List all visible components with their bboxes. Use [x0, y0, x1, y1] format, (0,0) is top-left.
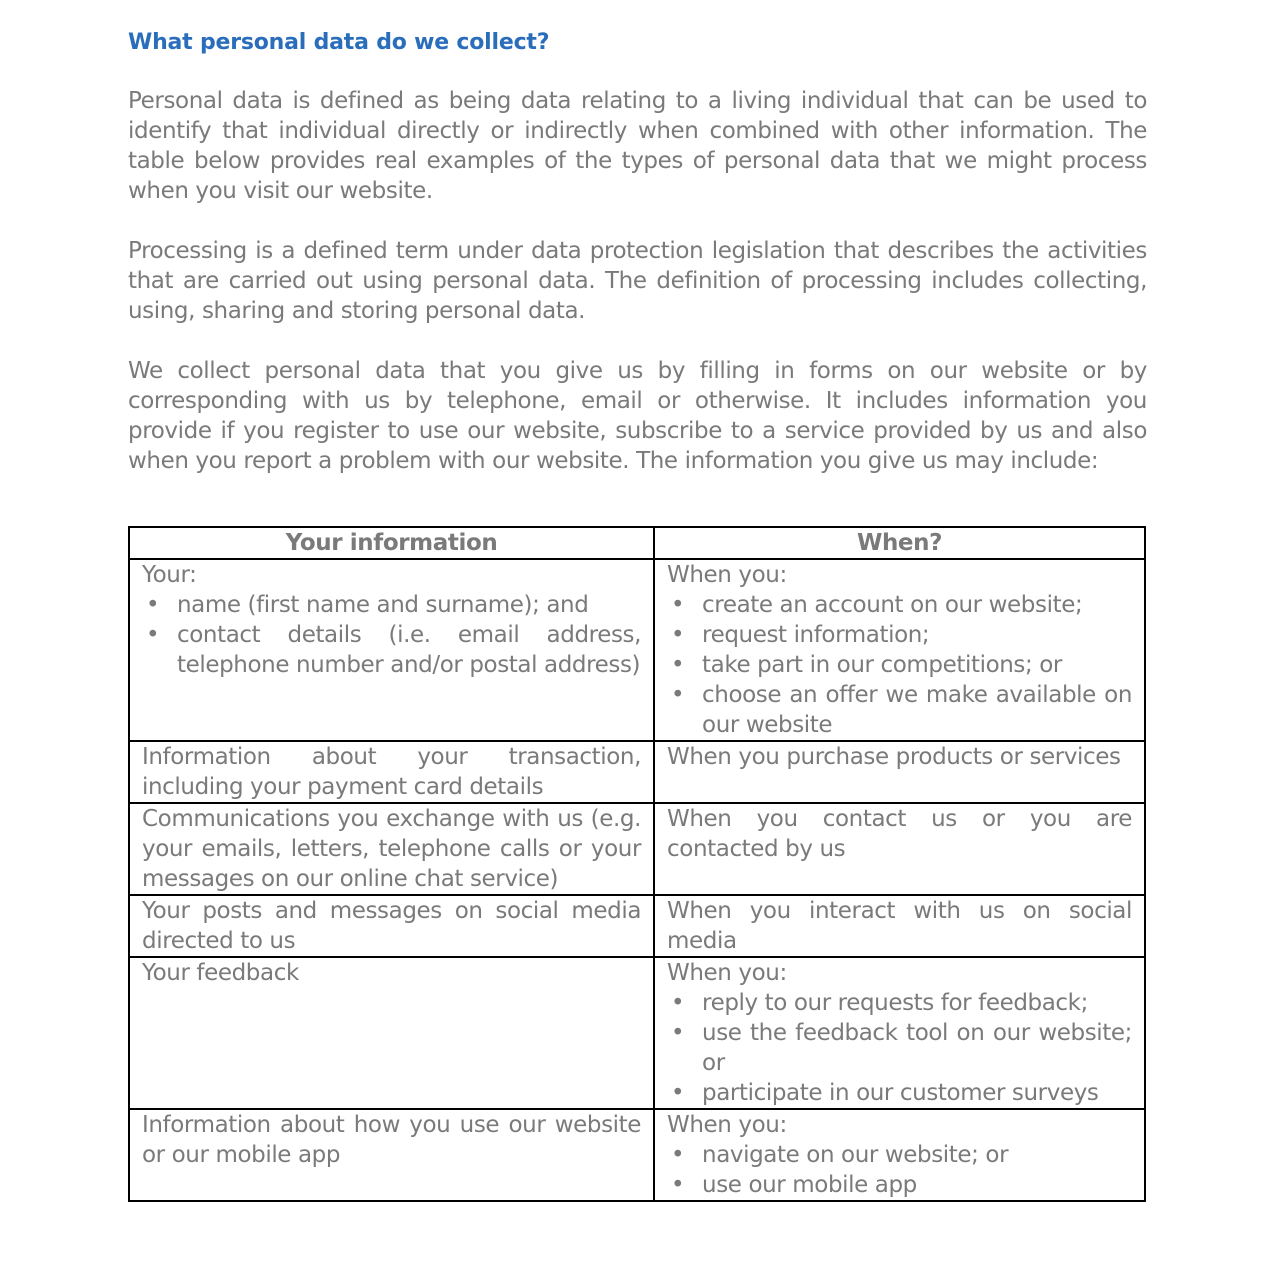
- table-row: [129, 895, 1145, 957]
- cell-text: Your:: [142, 562, 197, 588]
- paragraph-collection-methods: We collect personal data that you give us by filling in forms on our website or by corresponding with us by telephone, email or otherwise. It includes information you provide if you register to use our website, subscribe to a service provided by us and also when you report a problem with our website. The information you give us may include:: [128, 358, 1147, 474]
- table-row: [129, 741, 1145, 803]
- table-row: [129, 957, 1145, 1109]
- paragraph-processing-definition: Processing is a defined term under data protection legislation that describes the activities that are carried out using personal data. The definition of processing includes collecting, using, sharing and storing personal data.: [128, 238, 1147, 324]
- cell-text: When you:: [667, 1112, 787, 1138]
- bullet-list: [667, 988, 1132, 1108]
- info-cell: [129, 559, 654, 741]
- list-item: • contact details (i.e. email address, telephone number and/or postal address): [142, 620, 641, 680]
- info-cell: Information about how you use our website or our mobile app: [129, 1109, 654, 1201]
- info-cell: Information about your transaction, including your payment card details: [129, 741, 654, 803]
- when-cell: [654, 957, 1145, 1109]
- list-item: • choose an offer we make available on our website: [667, 680, 1132, 740]
- bullet-list: [142, 590, 641, 680]
- column-header-when: When?: [654, 527, 1145, 559]
- when-cell: When you contact us or you are contacted by us: [654, 803, 1145, 895]
- list-item: • participate in our customer surveys: [667, 1078, 1132, 1108]
- list-item: • request information;: [667, 620, 1132, 650]
- paragraph-personal-data-definition: Personal data is defined as being data relating to a living individual that can be used to identify that individual directly or indirectly when combined with other information. The table below provides real examples of the types of personal data that we might process when you visit our website.: [128, 88, 1147, 204]
- table-row: [129, 803, 1145, 895]
- list-item: • reply to our requests for feedback;: [667, 988, 1132, 1018]
- info-cell: Communications you exchange with us (e.g. your emails, letters, telephone calls or your messages on our online chat service): [129, 803, 654, 895]
- table-row: [129, 1109, 1145, 1201]
- cell-text: When you:: [667, 960, 787, 986]
- when-cell: [654, 1109, 1145, 1201]
- table-header-row: [129, 527, 1145, 559]
- list-item: • navigate on our website; or: [667, 1140, 1132, 1170]
- cell-text: When you:: [667, 562, 787, 588]
- list-item: • use our mobile app: [667, 1170, 1132, 1200]
- bullet-list: [667, 1140, 1132, 1200]
- section-heading: What personal data do we collect?: [128, 30, 550, 55]
- bullet-list: [667, 590, 1132, 740]
- table-row: [129, 559, 1145, 741]
- when-cell: When you purchase products or services: [654, 741, 1145, 803]
- list-item: • create an account on our website;: [667, 590, 1132, 620]
- column-header-your-information: Your information: [129, 527, 654, 559]
- personal-data-table: [128, 526, 1146, 1202]
- document-body: [128, 28, 1147, 506]
- list-item: • use the feedback tool on our website; or: [667, 1018, 1132, 1078]
- when-cell: [654, 559, 1145, 741]
- when-cell: When you interact with us on social media: [654, 895, 1145, 957]
- info-cell: Your feedback: [129, 957, 654, 1109]
- info-cell: Your posts and messages on social media directed to us: [129, 895, 654, 957]
- list-item: • take part in our competitions; or: [667, 650, 1132, 680]
- list-item: • name (first name and surname); and: [142, 590, 641, 620]
